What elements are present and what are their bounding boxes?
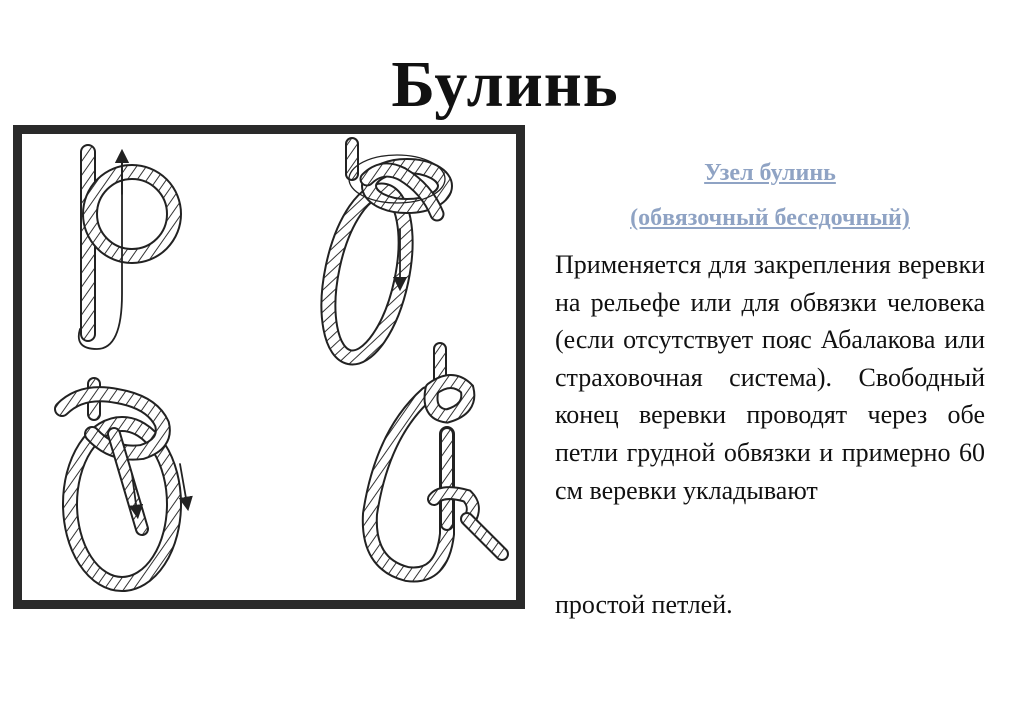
knot-illustration-frame	[13, 125, 525, 609]
knot-step-3-drawing	[62, 384, 187, 584]
bowline-knot-steps-icon	[22, 134, 516, 600]
knot-step-2-drawing	[315, 144, 445, 364]
knot-step-4-drawing	[370, 349, 502, 575]
page-title: Булинь	[391, 48, 619, 121]
subtitle-line-2: (обвязочный беседочный)	[630, 205, 910, 231]
description-last-line: простой петлей.	[555, 590, 733, 619]
description-paragraph: Применяется для закрепления веревки на рельефе или для обвязки человека (если отсутствует пояс Абалакова или страховочная система). Свободный конец веревки проводят через обе петли грудной обвязки и примерно 60 см веревки укладывают	[555, 250, 985, 505]
subtitle-line-1: Узел булинь	[704, 160, 836, 186]
knot-step-1-drawing	[79, 152, 174, 349]
